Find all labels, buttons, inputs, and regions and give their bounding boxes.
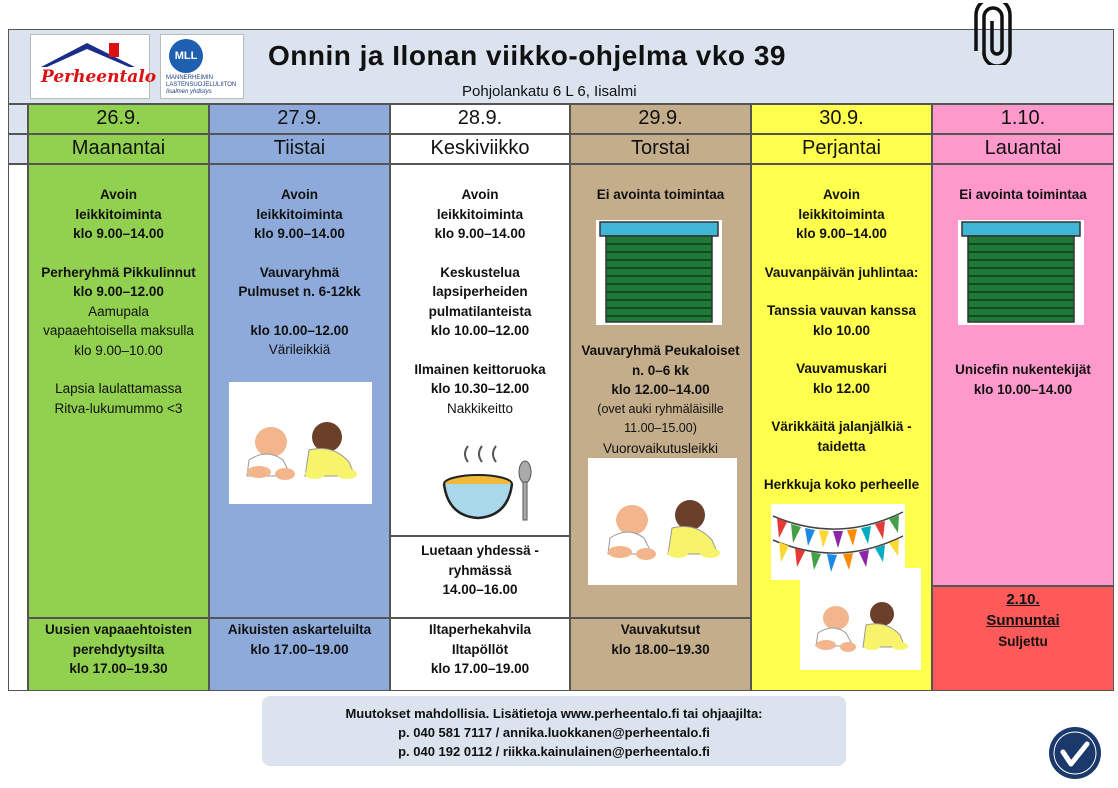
mll-logo [160,34,244,99]
day-saturday: Lauantai [932,134,1114,164]
date-thursday: 29.9. [570,104,751,134]
thursday-peukaloiset: Vauvaryhmä Peukaloiset n. 0–6 kk klo 12.00–14.00 (ovet auki ryhmäläisille 11.00–15.00) Vuorovaikutusleikki [581,343,740,456]
soup-bowl-icon [440,442,534,526]
row-label-date [8,104,28,134]
thursday-evening: Vauvakutsut klo 18.00–19.30 [570,618,751,691]
page-title: Onnin ja Ilonan viikko-ohjelma vko 39 [268,40,786,71]
date-tuesday: 27.9. [209,104,390,134]
perheentalo-logo [30,34,157,99]
babies-crawling-icon [800,568,921,670]
monday-daytime: Avoin leikkitoiminta klo 9.00–14.00 Perheryhmä Pikkulinnut klo 9.00–12.00 Aamupala vapaaehtoisella maksulla klo 9.00–10.00 Lapsia laulattamassa Ritva-lukumummo <3 [28,164,209,618]
row-label-content [8,164,28,691]
mll-badge: MLL [169,39,203,73]
day-tuesday: Tiistai [209,134,390,164]
babies-crawling-icon [588,458,737,585]
date-wednesday: 28.9. [390,104,570,134]
perheentalo-logo-text: Perheentalo [41,67,157,87]
paperclip-icon [970,3,1016,70]
contact-footer: Muutokset mahdollisia. Lisätietoja www.perheentalo.fi tai ohjaajilta: p. 040 581 7117 / annika.luokkanen@perheentalo.fi p. 040 192 0112 / riikka.kainulainen@perheentalo.fi [262,696,846,766]
garage-door-icon [596,220,722,325]
tuesday-evening: Aikuisten askarteluilta klo 17.00–19.00 [209,618,390,691]
wednesday-daytime: Avoin leikkitoiminta klo 9.00–14.00 Keskustelua lapsiperheiden pulmatilanteista klo 10.00–12.00 Ilmainen keittoruoka klo 10.30–12.00 Nakkikeitto [390,164,570,536]
day-friday: Perjantai [751,134,932,164]
party-bunting-icon [771,504,905,580]
mll-text: MANNERHEIMIN LASTENSUOJELULIITON Iisalmen yhdistys [166,75,237,95]
row-label-day [8,134,28,164]
certification-seal-icon [1048,726,1102,780]
wednesday-afternoon: Luetaan yhdessä - ryhmässä 14.00–16.00 [390,536,570,618]
thursday-daytime: Ei avointa toimintaa [570,164,751,618]
monday-evening: Uusien vapaaehtoisten perehdytysilta klo 17.00–19.30 [28,618,209,691]
day-thursday: Torstai [570,134,751,164]
saturday-daytime: Ei avointa toimintaa [932,164,1114,586]
sunday-cell: 2.10. Sunnuntai Suljettu [932,586,1114,691]
day-wednesday: Keskiviikko [390,134,570,164]
saturday-unicef: Unicefin nukentekijät klo 10.00–14.00 [955,362,1091,397]
garage-door-icon [958,220,1084,325]
date-monday: 26.9. [28,104,209,134]
babies-crawling-icon [229,382,372,504]
date-friday: 30.9. [751,104,932,134]
date-saturday: 1.10. [932,104,1114,134]
day-monday: Maanantai [28,134,209,164]
friday-daytime: Avoin leikkitoiminta klo 9.00–14.00 Vauvanpäivän juhlintaa: Tanssia vauvan kanssa klo 10.00 Vauvamuskari klo 12.00 Värikkäitä jalanjälkiä - taidetta Herkkuja koko perheelle [751,164,932,691]
address: Pohjolankatu 6 L 6, Iisalmi [462,83,637,100]
tuesday-daytime: Avoin leikkitoiminta klo 9.00–14.00 Vauvaryhmä Pulmuset n. 6-12kk klo 10.00–12.00 Värileikkiä [209,164,390,618]
wednesday-evening: Iltaperhekahvila Iltapöllöt klo 17.00–19.00 [390,618,570,691]
